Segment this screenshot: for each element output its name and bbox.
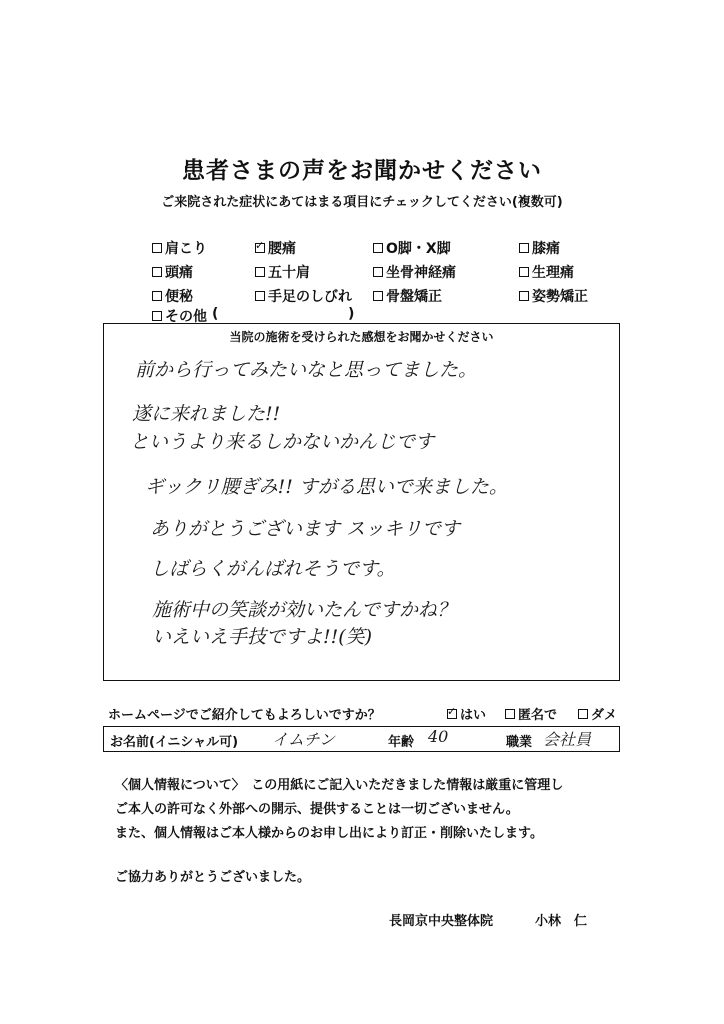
checkbox-icon[interactable] — [152, 291, 162, 301]
symptom-option[interactable] — [519, 286, 588, 306]
symptom-label: 腰痛 — [268, 241, 296, 257]
job-value[interactable]: 会社員 — [543, 730, 592, 749]
checkbox-checked-icon[interactable] — [255, 243, 265, 253]
privacy-text: 〈個人情報について〉 この用紙にご記入いただきました情報は厳重に管理し — [115, 778, 564, 793]
symptom-label: 膝痛 — [532, 241, 560, 257]
checkbox-icon[interactable] — [373, 267, 383, 277]
checkbox-icon[interactable] — [519, 291, 529, 301]
handwritten-line: ありがとうございます スッキリです — [150, 518, 460, 540]
other-paren-open: ( — [212, 306, 219, 322]
name-label: お名前(イニシャル可) — [110, 735, 239, 750]
privacy-text: ご本人の許可なく外部への開示、提供することは一切ございません。 — [115, 802, 519, 817]
symptom-label: 坐骨神経痛 — [386, 265, 456, 281]
homepage-option-no[interactable] — [578, 704, 617, 723]
instruction-text: ご来院された症状にあてはまる項目にチェックしてください(複数可) — [161, 195, 563, 210]
checkbox-icon[interactable] — [578, 709, 588, 719]
homepage-option-anonymous[interactable] — [505, 704, 557, 723]
symptom-option[interactable] — [152, 286, 193, 306]
homepage-option-yes[interactable] — [447, 704, 486, 723]
clinic-name: 長岡京中央整体院 — [389, 914, 494, 929]
symptom-label: 便秘 — [165, 289, 193, 305]
symptom-label: その他 — [165, 309, 207, 325]
symptom-label: 生理痛 — [532, 265, 574, 281]
option-label: はい — [460, 708, 487, 723]
symptom-label: 頭痛 — [165, 265, 193, 281]
symptom-option[interactable] — [373, 238, 451, 258]
checkbox-icon[interactable] — [152, 311, 162, 321]
checkbox-icon[interactable] — [255, 267, 265, 277]
handwritten-line: いえいえ手技ですよ!!(笑) — [152, 626, 373, 648]
checkbox-checked-icon[interactable] — [447, 709, 457, 719]
checkbox-icon[interactable] — [505, 709, 515, 719]
impression-heading: 当院の施術を受けられた感想をお聞かせください — [229, 330, 494, 344]
symptom-option[interactable] — [255, 286, 352, 306]
checkbox-icon[interactable] — [255, 291, 265, 301]
symptom-label: 五十肩 — [268, 265, 310, 281]
checkbox-icon[interactable] — [152, 243, 162, 253]
thanks-text: ご協力ありがとうございました。 — [115, 870, 311, 885]
other-paren-close: ) — [348, 306, 355, 322]
name-value[interactable]: イムチン — [272, 730, 335, 749]
practitioner-name: 小林 仁 — [535, 914, 588, 929]
symptom-option[interactable] — [255, 262, 310, 282]
checkbox-icon[interactable] — [519, 267, 529, 277]
symptom-option[interactable] — [255, 238, 296, 258]
job-label: 職業 — [506, 735, 533, 750]
symptom-label: 骨盤矯正 — [386, 289, 442, 305]
symptom-option[interactable] — [373, 262, 456, 282]
symptom-option[interactable] — [519, 238, 560, 258]
symptom-label: 肩こり — [165, 241, 207, 257]
handwritten-line: ギックリ腰ぎみ!! すがる思いで来ました。 — [145, 476, 508, 498]
handwritten-line: 遂に来れました!! — [132, 403, 281, 425]
page-title: 患者さまの声をお聞かせください — [182, 158, 542, 184]
option-label: 匿名で — [518, 708, 558, 723]
checkbox-icon[interactable] — [152, 267, 162, 277]
symptom-option[interactable] — [519, 262, 574, 282]
handwritten-line: しばらくがんばれそうです。 — [150, 558, 396, 580]
checkbox-icon[interactable] — [373, 243, 383, 253]
symptom-option[interactable] — [373, 286, 442, 306]
age-label: 年齢 — [388, 735, 415, 750]
symptom-label: 姿勢矯正 — [532, 289, 588, 305]
checkbox-icon[interactable] — [519, 243, 529, 253]
symptom-label: 手足のしびれ — [268, 289, 352, 305]
privacy-text: また、個人情報はご本人様からのお申し出により訂正・削除いたします。 — [115, 826, 543, 841]
checkbox-icon[interactable] — [373, 291, 383, 301]
handwritten-line: というより来るしかないかんじです — [130, 431, 435, 453]
symptom-label: O脚・X脚 — [386, 241, 451, 257]
symptom-option[interactable] — [152, 238, 207, 258]
homepage-question: ホームページでご紹介してもよろしいですか？ — [108, 708, 381, 723]
handwritten-line: 前から行ってみたいなと思ってました。 — [135, 359, 478, 381]
symptom-option[interactable] — [152, 262, 193, 282]
handwritten-line: 施術中の笑談が効いたんですかね？ — [152, 599, 457, 621]
age-value[interactable]: 40 — [428, 727, 449, 746]
option-label: ダメ — [591, 708, 618, 723]
